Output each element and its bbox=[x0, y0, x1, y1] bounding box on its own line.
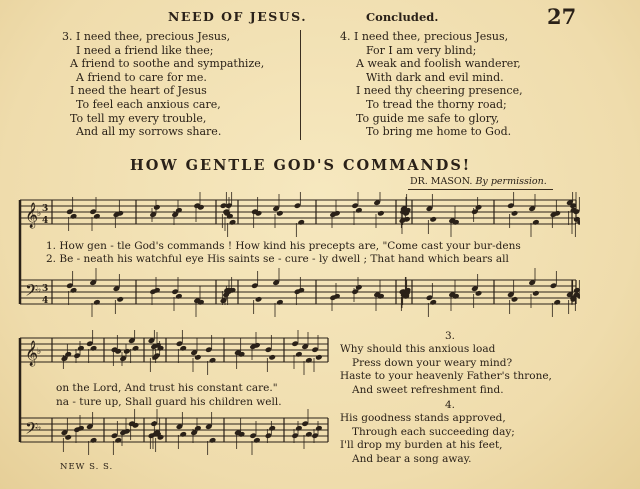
verse-line: With dark and evil mind. bbox=[366, 70, 504, 84]
composer-credit bbox=[410, 176, 547, 187]
composer-name: DR. MASON. bbox=[410, 176, 473, 187]
note-head bbox=[295, 351, 303, 358]
verse-line: I need thy cheering presence, bbox=[356, 84, 523, 98]
flat-icon: ♭ bbox=[37, 347, 42, 357]
note-head bbox=[255, 296, 263, 303]
stanza-line: Through each succeeding day; bbox=[352, 425, 515, 438]
note-head bbox=[268, 425, 276, 432]
verse-line: 3. I need thee, precious Jesus, bbox=[62, 30, 231, 43]
note-head bbox=[229, 219, 237, 226]
verse-4-block bbox=[340, 30, 523, 139]
note-head bbox=[377, 210, 385, 217]
permission-note: By permission. bbox=[475, 176, 547, 187]
stanza-line: Why should this anxious load bbox=[340, 343, 496, 356]
page-header-concluded: Concluded. bbox=[366, 10, 439, 24]
verse-line: 4. I need thee, precious Jesus, bbox=[340, 30, 509, 43]
note-head bbox=[276, 210, 284, 217]
note-head bbox=[114, 437, 122, 444]
note-head bbox=[90, 345, 98, 352]
lyric-line: on the Lord, And trust his constant care." bbox=[56, 382, 278, 394]
stanza-number: 4. bbox=[444, 399, 456, 412]
verse-3-block bbox=[62, 30, 264, 139]
note-head bbox=[64, 434, 72, 441]
verse-line: To guide me safe to glory, bbox=[356, 111, 500, 125]
note-head bbox=[553, 299, 561, 306]
lyric-line: na - ture up, Shall guard his children well. bbox=[56, 396, 282, 408]
hymn-title: HOW GENTLE GOD'S COMMANDS! bbox=[130, 157, 472, 174]
verse-line: And all my sorrows share. bbox=[76, 125, 222, 139]
note-head bbox=[475, 290, 483, 297]
treble-clef-icon: 𝄞 bbox=[25, 341, 39, 366]
stanza-line: Press down your weary mind? bbox=[352, 356, 513, 369]
note-head bbox=[93, 213, 101, 220]
note-head bbox=[179, 345, 187, 352]
note-head bbox=[511, 296, 519, 303]
note-head bbox=[532, 219, 540, 226]
flat-icon: ♭ bbox=[37, 209, 42, 219]
stanza-line: His goodness stands approved, bbox=[340, 412, 506, 425]
note-head bbox=[153, 204, 161, 211]
verse-line: To tread the thorny road; bbox=[366, 97, 507, 111]
music-system-2 bbox=[16, 330, 336, 460]
verse-line: A friend to soothe and sympathize, bbox=[70, 57, 265, 71]
verse-line: A weak and foolish wanderer, bbox=[356, 57, 521, 71]
note-head bbox=[315, 354, 323, 361]
note-head bbox=[179, 431, 187, 438]
note-head bbox=[90, 437, 98, 444]
treble-clef-icon: 𝄞 bbox=[25, 203, 39, 228]
note-head bbox=[132, 345, 140, 352]
verse-line: To tell my every trouble, bbox=[70, 111, 207, 125]
note-head bbox=[429, 216, 437, 223]
note-head bbox=[70, 213, 78, 220]
stanza-line: I'll drop my burden at his feet, bbox=[340, 439, 503, 452]
verse-line: For I am very blind; bbox=[366, 43, 477, 57]
time-sig-top: 3 bbox=[42, 284, 49, 294]
credit-rule bbox=[408, 189, 553, 190]
note-head bbox=[253, 437, 261, 444]
note-head bbox=[429, 299, 437, 306]
note-head bbox=[209, 357, 217, 364]
note-head bbox=[355, 207, 363, 214]
time-sig-bottom: 4 bbox=[42, 296, 49, 306]
time-sig-top: 3 bbox=[42, 204, 49, 214]
note-head bbox=[77, 345, 85, 352]
note-head bbox=[315, 425, 323, 432]
note-head bbox=[305, 431, 313, 438]
note-head bbox=[276, 299, 284, 306]
bass-clef-icon: 𝄢 bbox=[25, 280, 38, 304]
lyric-line: 2. Be - neath his watchful eye His saints se - cure - ly dwell ; That hand which bears all bbox=[46, 253, 509, 265]
bass-clef-icon: 𝄢 bbox=[25, 418, 38, 442]
verse-line: I need a friend like thee; bbox=[76, 43, 214, 57]
note-head bbox=[116, 296, 124, 303]
stanza-line: And sweet refreshment find. bbox=[352, 383, 504, 396]
verse-line: I need the heart of Jesus bbox=[70, 84, 207, 98]
stanzas-block bbox=[340, 330, 560, 466]
note-head bbox=[532, 290, 540, 297]
time-sig-bottom: 4 bbox=[42, 216, 49, 226]
verse-line: To feel each anxious care, bbox=[76, 97, 221, 111]
note-head bbox=[268, 354, 276, 361]
note-head bbox=[123, 348, 131, 355]
verse-line: A friend to care for me. bbox=[76, 70, 207, 84]
note-head bbox=[511, 210, 519, 217]
page-number: 27 bbox=[547, 4, 577, 29]
note-head bbox=[194, 354, 202, 361]
flat-icon: ♭ bbox=[37, 285, 42, 295]
page-header-title: NEED OF JESUS. bbox=[168, 9, 308, 24]
note-head bbox=[209, 437, 217, 444]
source-note: NEW S. S. bbox=[60, 462, 114, 472]
note-head bbox=[305, 357, 313, 364]
note-head bbox=[295, 425, 303, 432]
note-head bbox=[175, 293, 183, 300]
lyric-line: 1. How gen - tle God's commands ! How kind his precepts are, "Come cast your bur-dens bbox=[46, 240, 521, 252]
stanza-line: And bear a song away. bbox=[352, 452, 472, 465]
note-head bbox=[93, 299, 101, 306]
flat-icon: ♭ bbox=[37, 423, 42, 433]
stanza-number: 3. bbox=[444, 330, 456, 342]
barlines-1 bbox=[52, 200, 576, 304]
verse-line: To bring me home to God. bbox=[366, 125, 512, 139]
note-head bbox=[70, 287, 78, 294]
note-head bbox=[297, 219, 305, 226]
column-divider bbox=[300, 30, 301, 140]
stanza-line: Haste to your heavenly Father's throne, bbox=[340, 370, 552, 383]
